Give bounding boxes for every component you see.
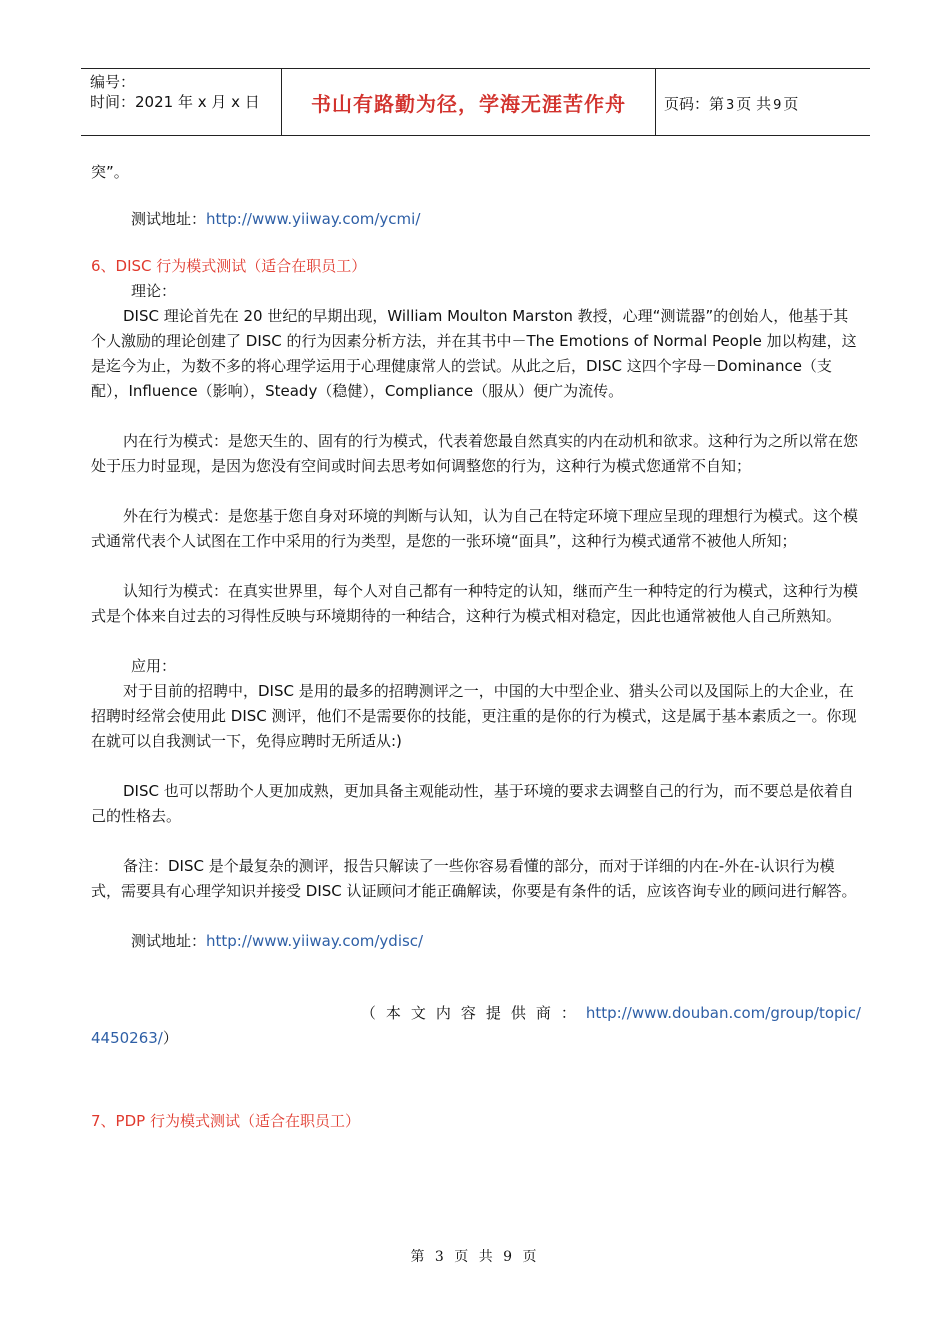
test-address-label: 测试地址： (131, 932, 207, 950)
number-label: 编号： (90, 73, 136, 91)
page-label-mid: 页 共 (736, 95, 772, 113)
document-body (91, 160, 861, 1134)
note-paragraph: 备注：DISC 是个最复杂的测评，报告只解读了一些你容易看懂的部分，而对于详细的内在-外在-认识行为模式，需要具有心理学知识并接受 DISC 认证顾问才能正确解读，你要是有条件的话，应该咨询专业的顾问进行解答。 (91, 857, 857, 900)
time-label: 时间：2021 年 x 月 x 日 (90, 93, 260, 111)
paragraph-tail: 突”。 (91, 163, 129, 181)
outer-mode-paragraph: 外在行为模式：是您基于您自身对环境的判断与认知，认为自己在特定环境下理应呈现的理想行为模式。这个模式通常代表个人试图在工作中采用的行为类型，是您的一张环境“面具”，这种行为模式通常不被他人所知； (91, 507, 859, 550)
page-header (81, 68, 870, 136)
source-line-2 (91, 1026, 861, 1051)
source-link-part-a[interactable]: http://www.douban.com/group/topic/ (585, 1004, 861, 1022)
header-meta (81, 69, 281, 135)
disc-help-paragraph: DISC 也可以帮助个人更加成熟，更加具备主观能动性，基于环境的要求去调整自己的行为，而不要总是依着自己的性格去。 (91, 782, 854, 825)
test-link-ydisc[interactable]: http://www.yiiway.com/ydisc/ (206, 932, 424, 950)
header-motto: 书山有路勤为径，学海无涯苦作舟 (311, 91, 626, 116)
page-footer: 第 3 页 共 9 页 (410, 1249, 540, 1265)
section-6-title: 6、DISC 行为模式测试（适合在职员工） (91, 257, 367, 275)
page-current: 3 (726, 98, 735, 113)
cognitive-mode-paragraph: 认知行为模式：在真实世界里，每个人对自己都有一种特定的认知，继而产生一种特定的行为模式，这种行为模式是个体来自过去的习得性反映与环境期待的一种结合，这种行为模式相对稳定，因此也通常被他人自己所熟知。 (91, 582, 859, 625)
application-label: 应用： (131, 657, 177, 675)
theory-paragraph: DISC 理论首先在 20 世纪的早期出现，William Moulton Marston 教授，心理“测谎器”的创始人，他基于其个人激励的理论创建了 DISC 的行为因素分析方法，并在其书中－The Emotions of Normal People 加以构建，这是迄今为止，为数不多的将心理学运用于心理健康常人的尝试。从此之后，DISC 这四个字母－Dominance（支配），Influence（影响），Steady（稳健），Compliance（服从）便广为流传。 (91, 307, 857, 400)
theory-label: 理论： (131, 282, 177, 300)
test-address-1 (91, 207, 861, 232)
test-address-2 (91, 929, 861, 954)
source-line (91, 1001, 861, 1026)
header-page-number (656, 69, 870, 135)
test-address-label: 测试地址： (131, 210, 207, 228)
page-label-prefix: 页码：第 (664, 95, 725, 113)
source-label: （本文内容提供商： (360, 1004, 586, 1022)
source-link-part-b[interactable]: 4450263/ (91, 1029, 163, 1047)
application-paragraph: 对于目前的招聘中，DISC 是用的最多的招聘测评之一，中国的大中型企业、猎头公司以及国际上的大企业，在招聘时经常会使用此 DISC 测评，他们不是需要你的技能，更注重的是你的行为模式，这是属于基本素质之一。你现在就可以自我测试一下，免得应聘时无所适从:) (91, 682, 857, 750)
page-label-suffix: 页 (783, 95, 799, 113)
inner-mode-paragraph: 内在行为模式：是您天生的、固有的行为模式，代表着您最自然真实的内在动机和欲求。这种行为之所以常在您处于压力时显现，是因为您没有空间或时间去思考如何调整您的行为，这种行为模式您通常不自知； (91, 432, 859, 475)
header-motto-cell (281, 69, 656, 135)
section-7-title: 7、PDP 行为模式测试（适合在职员工） (91, 1112, 360, 1130)
page-total: 9 (773, 98, 782, 113)
test-link-ycmi[interactable]: http://www.yiiway.com/ycmi/ (206, 210, 421, 228)
source-close: ） (162, 1029, 178, 1047)
